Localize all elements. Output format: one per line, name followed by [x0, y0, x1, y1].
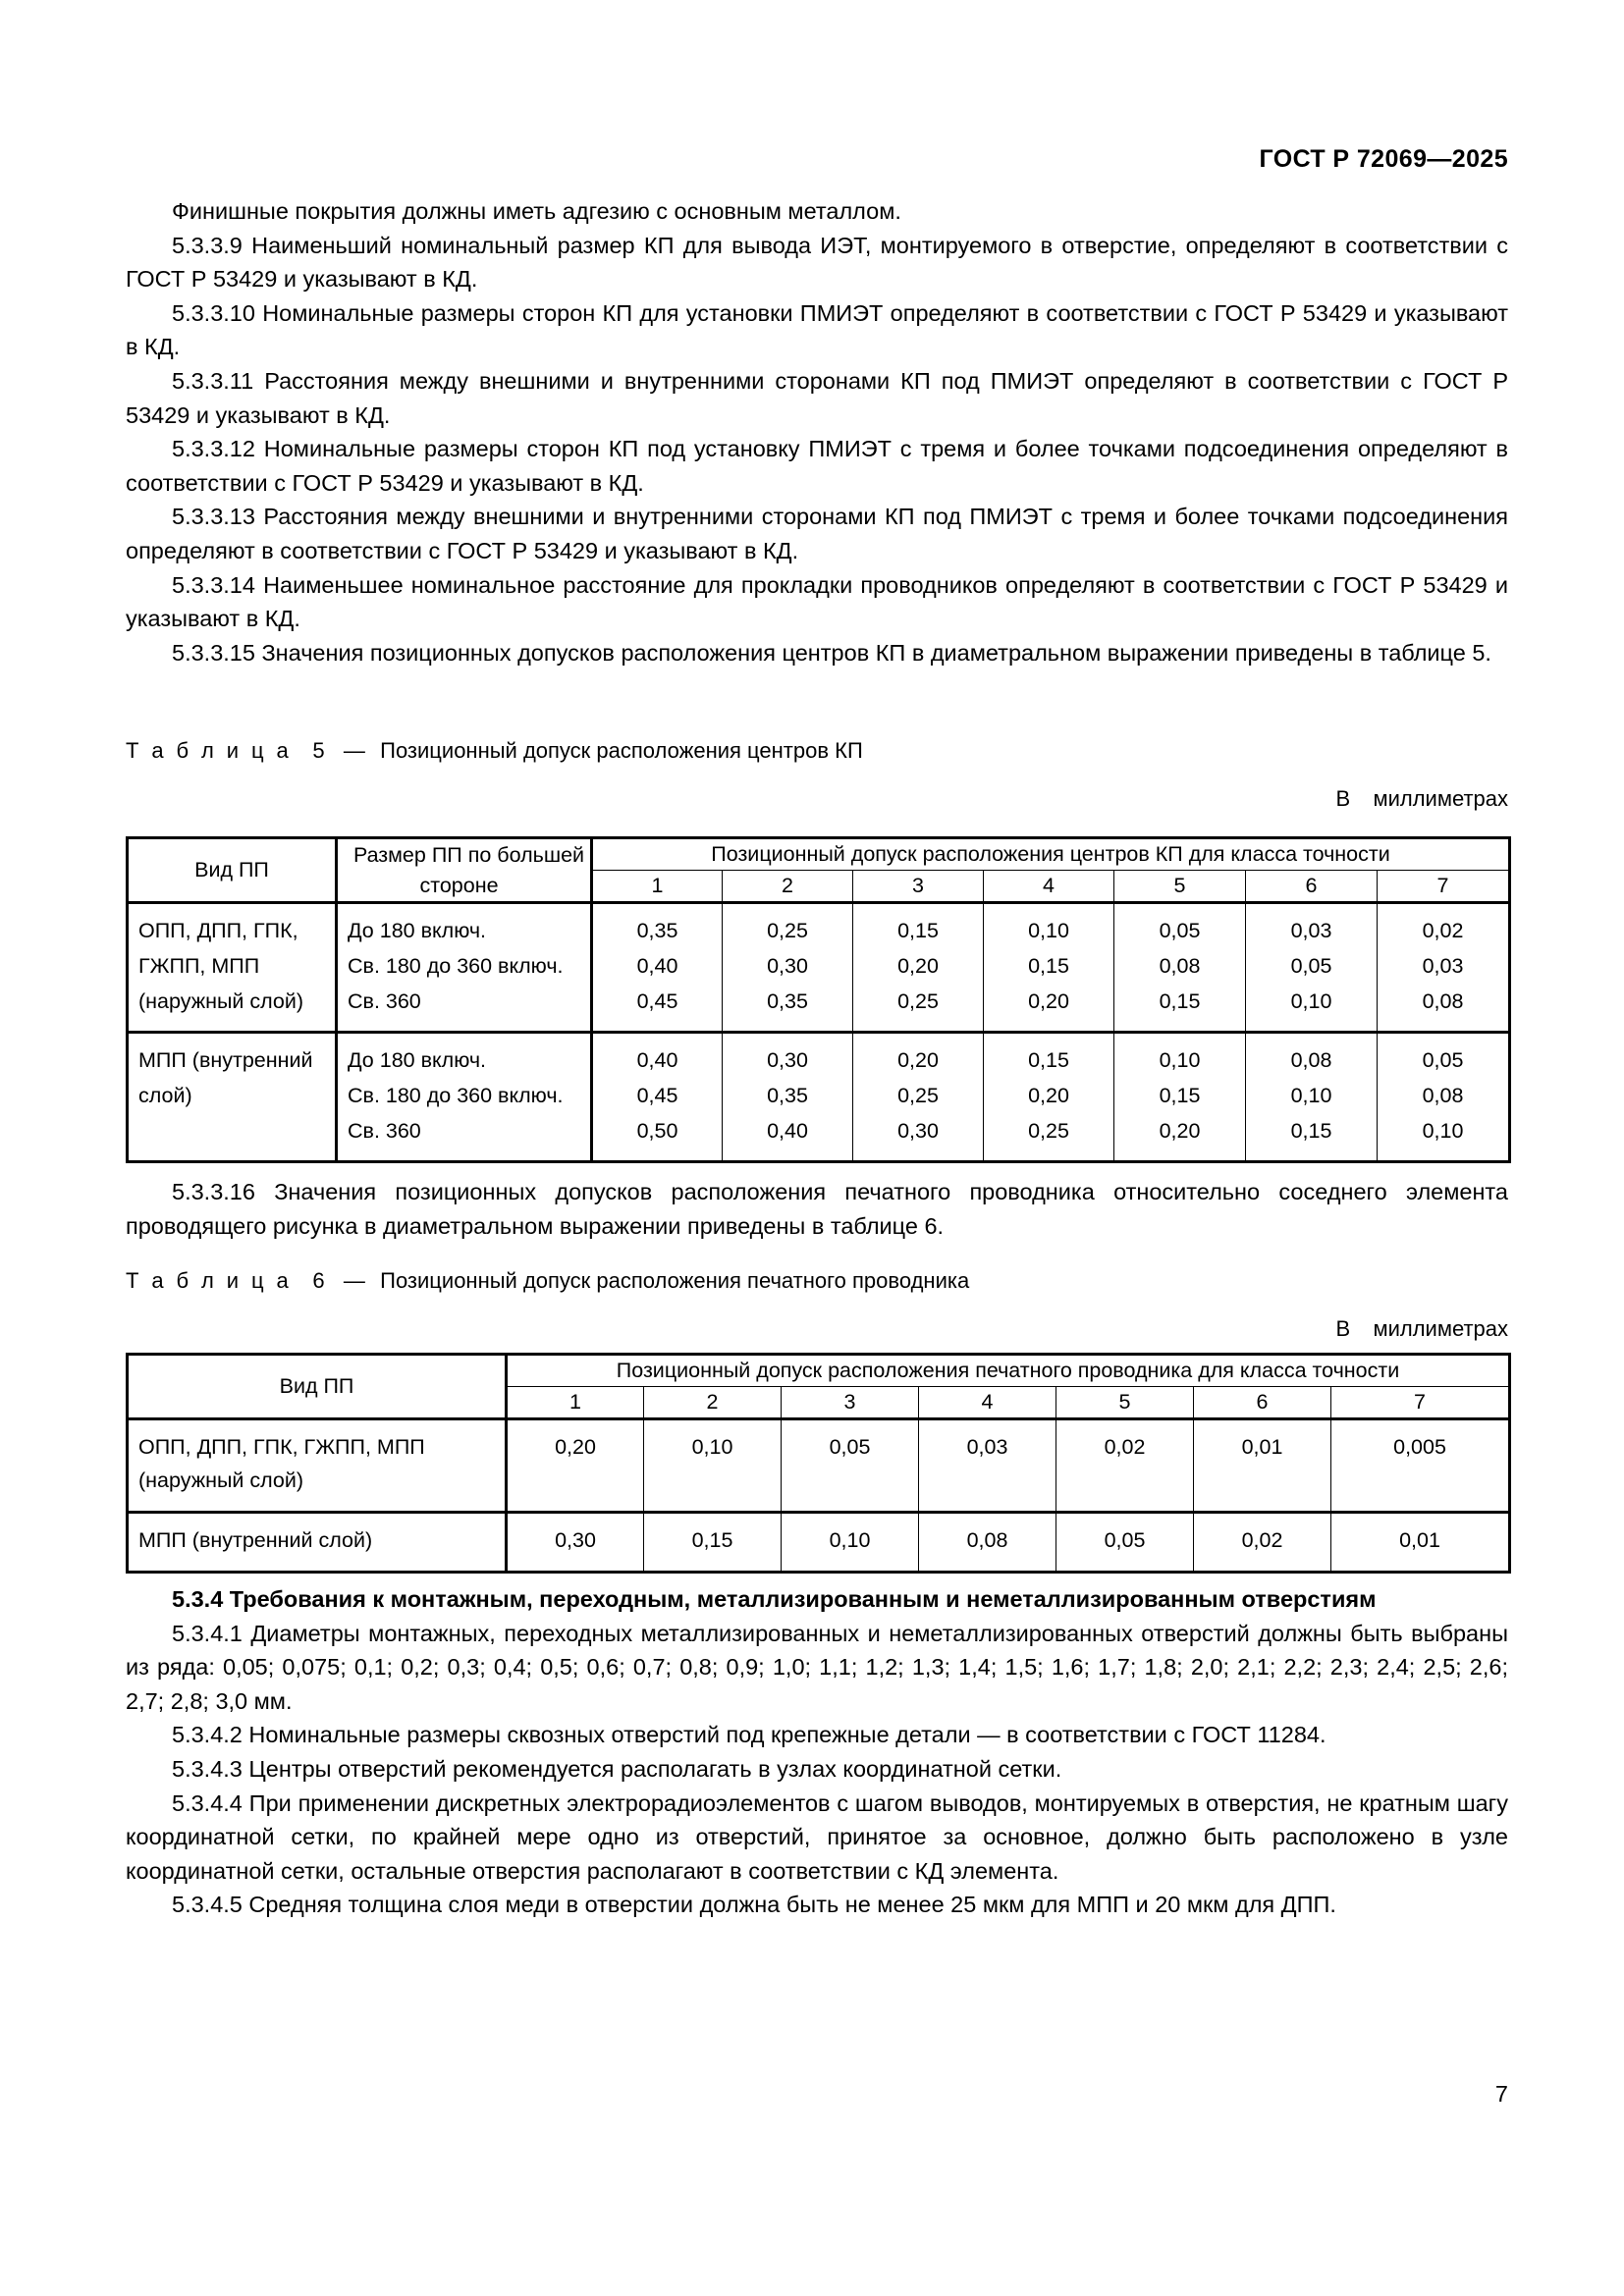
table6-class-5: 5: [1056, 1387, 1194, 1419]
page-header-standard-id: ГОСТ Р 72069—2025: [1259, 145, 1508, 173]
table6-caption-dash: —: [343, 1268, 365, 1293]
table6-caption-title: Позиционный допуск расположения печатного проводника: [380, 1268, 970, 1293]
table6-row1-col1: 0,20: [507, 1419, 644, 1513]
table5-class-1: 1: [592, 871, 723, 903]
intro-text-block: [126, 194, 1508, 669]
table5-row1-col5: 0,05 0,08 0,15: [1114, 903, 1246, 1033]
paragraph-5-3-3-12: 5.3.3.12 Номинальные размеры сторон КП под установку ПМИЭТ с тремя и более точками подсоединения определяют в соответствии с ГОСТ Р 53429 и указывают в КД.: [126, 436, 1508, 496]
table5-row2-col4: 0,15 0,20 0,25: [984, 1033, 1114, 1162]
table5-caption-dash: —: [343, 738, 365, 763]
table5-units-text: миллиметрах: [1373, 786, 1508, 811]
table6-header-group: Позиционный допуск расположения печатного проводника для класса точности: [507, 1355, 1510, 1387]
paragraph-5-3-4-4: 5.3.4.4 При применении дискретных электрорадиоэлементов с шагом выводов, монтируемых в отверстия, не кратным шагу координатной сетки, по крайней мере одно из отверстий, принятое за основное, должно быть расположено в узле координатной сетки, остальные отверстия располагают в соответствии с КД элемента.: [126, 1789, 1508, 1884]
paragraph-5-3-3-16: 5.3.3.16 Значения позиционных допусков расположения печатного проводника относительно соседнего элемента проводящего рисунка в диаметральном выражении приведены в таблице 6.: [126, 1179, 1508, 1239]
table6-class-6: 6: [1194, 1387, 1331, 1419]
table5-caption: [126, 738, 863, 764]
table5-row1-col3: 0,15 0,20 0,25: [853, 903, 984, 1033]
table5-class-2: 2: [723, 871, 853, 903]
table5-row1-col6: 0,03 0,05 0,10: [1246, 903, 1378, 1033]
table6-class-4: 4: [919, 1387, 1056, 1419]
table-row: [128, 1513, 1510, 1573]
table-row: [128, 1419, 1510, 1513]
table6-row1-col3: 0,05: [782, 1419, 919, 1513]
table6-caption: [126, 1268, 969, 1294]
table5-units-label: [1336, 786, 1509, 812]
table5-row1-col7: 0,02 0,03 0,08: [1378, 903, 1510, 1033]
table5-row2-col1: 0,40 0,45 0,50: [592, 1033, 723, 1162]
heading-5-3-4: 5.3.4 Требования к монтажным, переходным, металлизированным и неметаллизированным отверстиям: [172, 1586, 1377, 1612]
table6-caption-number: 6: [312, 1268, 325, 1293]
paragraph-5-3-3-13: 5.3.3.13 Расстояния между внешними и внутренними сторонами КП под ПМИЭТ с тремя и более точками подсоединения определяют в соответствии с ГОСТ Р 53429 и указывают в КД.: [126, 504, 1508, 563]
table6-row1-col6: 0,01: [1194, 1419, 1331, 1513]
table6-row2-col7: 0,01: [1331, 1513, 1510, 1573]
paragraph-5-3-3-14: 5.3.3.14 Наименьшее номинальное расстояние для прокладки проводников определяют в соответствии с ГОСТ Р 53429 и указывают в КД.: [126, 571, 1508, 632]
table5-row1-col2: 0,25 0,30 0,35: [723, 903, 853, 1033]
paragraph-5-3-4-3: 5.3.4.3 Центры отверстий рекомендуется располагать в узлах координатной сетки.: [172, 1755, 1062, 1782]
table5-class-6: 6: [1246, 871, 1378, 903]
table5-row2-col7: 0,05 0,08 0,10: [1378, 1033, 1510, 1162]
table-row: [128, 903, 1510, 1033]
table5-caption-title: Позиционный допуск расположения центров КП: [380, 738, 863, 763]
paragraph-5-3-4-1: 5.3.4.1 Диаметры монтажных, переходных металлизированных и неметаллизированных отверстий должны быть выбраны из ряда: 0,05; 0,075; 0,1; 0,2; 0,3; 0,4; 0,5; 0,6; 0,7; 0,8; 0,9; 1,0; 1,1; 1,2; 1,3; 1,4; 1,5; 1,6; 1,7; 1,8; 2,0; 2,1; 2,2; 2,3; 2,4; 2,5; 2,6; 2,7; 2,8; 3,0 мм.: [126, 1620, 1508, 1714]
table6-class-1: 1: [507, 1387, 644, 1419]
table5-row1-col4: 0,10 0,15 0,20: [984, 903, 1114, 1033]
table6-row1-col5: 0,02: [1056, 1419, 1194, 1513]
table6-row2-col6: 0,02: [1194, 1513, 1331, 1573]
table5-units-prefix: В: [1335, 786, 1351, 811]
table6-units-prefix: В: [1335, 1316, 1351, 1341]
paragraph-5-3-3-15: 5.3.3.15 Значения позиционных допусков расположения центров КП в диаметральном выражении приведены в таблице 5.: [172, 639, 1491, 666]
paragraph-5-3-4-2: 5.3.4.2 Номинальные размеры сквозных отверстий под крепежные детали — в соответствии с ГОСТ 11284.: [172, 1722, 1326, 1748]
section-5-3-4-block: [126, 1582, 1508, 1922]
table6-units-label: [1336, 1316, 1509, 1342]
table6-row2-col2: 0,15: [644, 1513, 782, 1573]
paragraph-5-3-3-9: 5.3.3.9 Наименьший номинальный размер КП для вывода ИЭТ, монтируемого в отверстие, определяют в соответствии с ГОСТ Р 53429 и указывают в КД.: [126, 232, 1508, 293]
table5-class-3: 3: [853, 871, 984, 903]
table5-header-row-1: [128, 838, 1510, 871]
table5-row2-col5: 0,10 0,15 0,20: [1114, 1033, 1246, 1162]
table5-row2-col3: 0,20 0,25 0,30: [853, 1033, 984, 1162]
table5-class-4: 4: [984, 871, 1114, 903]
table6-row1-col4: 0,03: [919, 1419, 1056, 1513]
table6-row2-col5: 0,05: [1056, 1513, 1194, 1573]
paragraph-5-3-3-10: 5.3.3.10 Номинальные размеры сторон КП для установки ПМИЭТ определяют в соответствии с ГОСТ Р 53429 и указывают в КД.: [126, 299, 1508, 360]
table6-row2-col4: 0,08: [919, 1513, 1056, 1573]
mid-text-block: [126, 1175, 1508, 1243]
table5-header-group: Позиционный допуск расположения центров КП для класса точности: [592, 838, 1510, 871]
table6-row2-col1: 0,30: [507, 1513, 644, 1573]
table6-row1-col2: 0,10: [644, 1419, 782, 1513]
paragraph-intro: Финишные покрытия должны иметь адгезию с основным металлом.: [172, 198, 901, 224]
table5-header-vid-pp: Вид ПП: [128, 838, 337, 903]
table5-row1-col1: 0,35 0,40 0,45: [592, 903, 723, 1033]
table5-row1-type: ОПП, ДПП, ГПК, ГЖПП, МПП (наружный слой): [128, 903, 337, 1033]
table5-caption-word: Т а б л и ц а: [126, 738, 293, 763]
table5-header-size-pp: Размер ПП по большей стороне: [337, 838, 592, 903]
table6-class-3: 3: [782, 1387, 919, 1419]
table5-row2-sizes: До 180 включ. Св. 180 до 360 включ. Св. 360: [337, 1033, 592, 1162]
table6-class-2: 2: [644, 1387, 782, 1419]
table5-caption-number: 5: [312, 738, 325, 763]
table-6-position-tolerance-conductor: [126, 1353, 1511, 1574]
table5-class-5: 5: [1114, 871, 1246, 903]
table-row: [128, 1033, 1510, 1162]
table-5-position-tolerance-pad-centers: [126, 836, 1511, 1163]
table6-class-7: 7: [1331, 1387, 1510, 1419]
table5-row2-col2: 0,30 0,35 0,40: [723, 1033, 853, 1162]
table6-row1-col7: 0,005: [1331, 1419, 1510, 1513]
table6-row1-type: ОПП, ДПП, ГПК, ГЖПП, МПП (наружный слой): [128, 1419, 507, 1513]
table6-row2-col3: 0,10: [782, 1513, 919, 1573]
paragraph-5-3-4-5: 5.3.4.5 Средняя толщина слоя меди в отверстии должна быть не менее 25 мкм для МПП и 20 мкм для ДПП.: [172, 1892, 1336, 1918]
table6-row2-type: МПП (внутренний слой): [128, 1513, 507, 1573]
table6-units-text: миллиметрах: [1373, 1316, 1508, 1341]
table6-caption-word: Т а б л и ц а: [126, 1268, 293, 1293]
table6-header-vid-pp: Вид ПП: [128, 1355, 507, 1419]
table5-row1-sizes: До 180 включ. Св. 180 до 360 включ. Св. 360: [337, 903, 592, 1033]
table5-row2-col6: 0,08 0,10 0,15: [1246, 1033, 1378, 1162]
table5-class-7: 7: [1378, 871, 1510, 903]
page-number: 7: [1494, 2081, 1508, 2107]
table6-header-row-1: [128, 1355, 1510, 1387]
table5-row2-type: МПП (внутренний слой): [128, 1033, 337, 1162]
paragraph-5-3-3-11: 5.3.3.11 Расстояния между внешними и внутренними сторонами КП под ПМИЭТ определяют в соответствии с ГОСТ Р 53429 и указывают в КД.: [126, 367, 1508, 428]
